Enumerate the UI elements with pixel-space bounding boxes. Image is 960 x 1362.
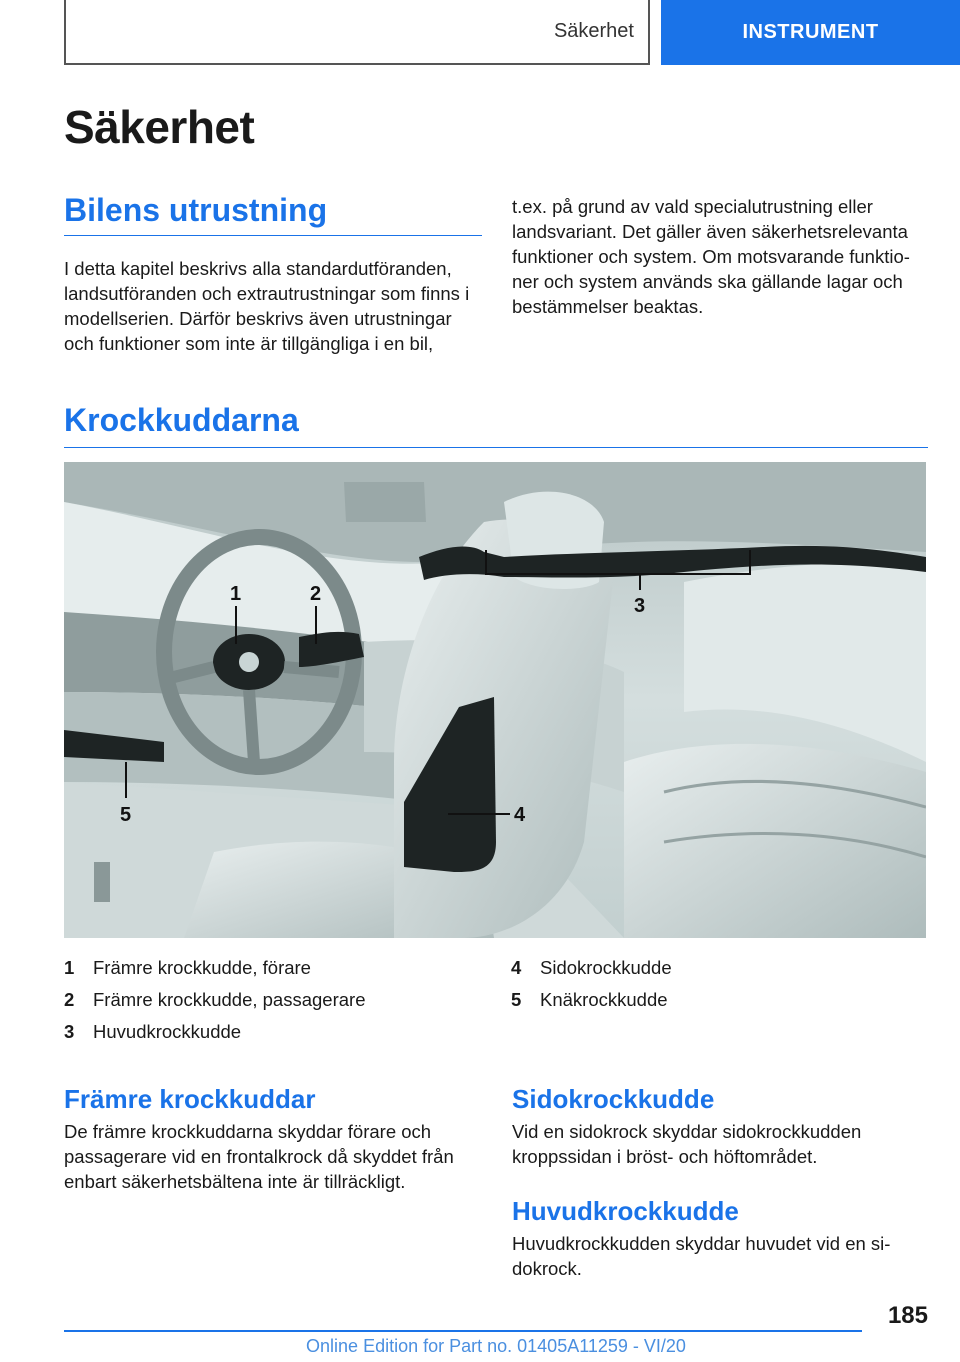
legend-right (511, 952, 672, 1016)
legend-text: Knäkrockkudde (540, 989, 668, 1010)
legend-number: 3 (64, 1021, 75, 1042)
page-number: 185 (887, 1302, 928, 1329)
figure-label-2: 2 (310, 583, 322, 605)
figure-label-1: 1 (230, 583, 242, 605)
figure-label-5: 5 (120, 804, 132, 826)
legend-text: Främre krockkudde, förare (93, 957, 311, 978)
airbag-illustration (64, 462, 926, 938)
figure-label-4: 4 (514, 804, 526, 826)
sido-heading: Sidokrockkudde (512, 1084, 715, 1114)
section-bilens-utrustning (64, 192, 482, 236)
header-section-label: Säkerhet (553, 20, 634, 42)
page-title: Säkerhet (64, 101, 255, 153)
legend-text: Huvudkrockkudde (93, 1021, 242, 1042)
krock-heading: Krockkuddarna (64, 402, 928, 448)
bilens-paragraph-1: I detta kapitel beskrivs alla standardutföranden, landsutföranden och extrautrustningar som finns i modellserien. Därför beskrivs även utrustningar och funktioner som inte är tillgängliga i en bil, (64, 258, 470, 354)
section-sidokrockkudde (512, 1084, 930, 1169)
header-section-tab (64, 0, 650, 65)
legend-number: 2 (64, 989, 75, 1010)
legend-item (64, 952, 365, 984)
legend-number: 5 (511, 989, 522, 1010)
huvud-heading: Huvudkrockkudde (512, 1196, 739, 1226)
huvud-text: Huvudkrockkudden skyddar huvudet vid en sidokrock. (512, 1233, 891, 1279)
bilens-heading: Bilens utrustning (64, 192, 482, 236)
header-chapter-label: INSTRUMENT (742, 21, 879, 43)
sido-text: Vid en sidokrock skyddar sidokrockkudden kroppssidan i bröst- och höftområdet. (512, 1121, 862, 1167)
legend-number: 1 (64, 957, 75, 978)
figure-label-3: 3 (634, 595, 646, 617)
legend-item (64, 984, 365, 1016)
footer-edition: Online Edition for Part no. 01405A11259 - VI/20 (306, 1336, 686, 1356)
car-interior-drawing (64, 462, 926, 938)
bilens-paragraph-2: t.ex. på grund av vald specialutrustning eller landsvariant. Det gäller även säkerhetsrelevanta funktioner och system. Om motsvarande funktioner och system används ska gällande lagar och bestämmelser beaktas. (512, 196, 910, 317)
legend-text: Sidokrockkudde (540, 957, 672, 978)
section-krockkuddarna (64, 402, 928, 448)
legend-item (511, 952, 672, 984)
header-chapter-tab[interactable] (661, 0, 960, 65)
legend-left (64, 952, 365, 1048)
framre-text: De främre krockkuddarna skyddar förare och passagerare vid en frontalkrock då skyddet från enbart säkerhetsbältena inte är tillräckligt. (64, 1121, 454, 1192)
legend-item (64, 1016, 365, 1048)
legend-number: 4 (511, 957, 522, 978)
section-huvudkrockkudde (512, 1196, 930, 1281)
footer-divider (64, 1330, 862, 1332)
legend-text: Främre krockkudde, passagerare (93, 989, 366, 1010)
section-framre-krockkuddar (64, 1084, 482, 1194)
legend-item (511, 984, 672, 1016)
framre-heading: Främre krockkuddar (64, 1084, 316, 1114)
